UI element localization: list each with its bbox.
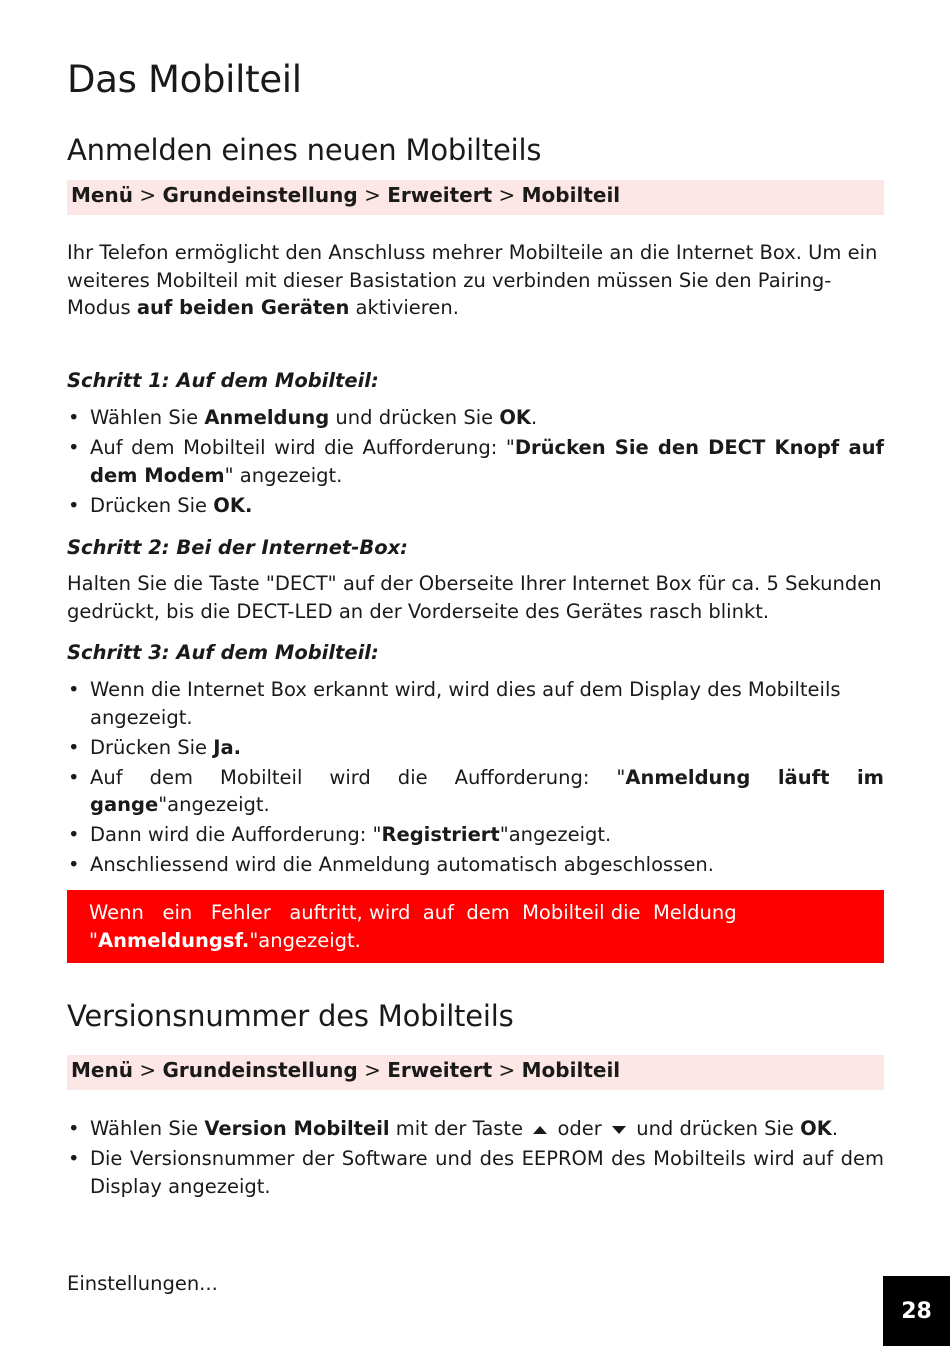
list-item — [67, 851, 884, 879]
bold-text: OK — [499, 406, 532, 429]
text: Wählen Sie — [90, 1117, 205, 1140]
page-title: Das Mobilteil — [67, 58, 302, 101]
breadcrumb-item-erweitert: Erweitert — [387, 183, 493, 207]
bold-text: Drücken Sie den DECT Knopf auf dem Modem — [90, 436, 884, 487]
bullet-icon: • — [68, 853, 80, 876]
version-list — [67, 1115, 884, 1203]
bold-text: Ja. — [213, 735, 242, 759]
step-2-text: Halten Sie die Taste "DECT" auf der Oberseite Ihrer Internet Box für ca. 5 Sekunden gedrückt, bis die DECT-LED an der Vorderseite des Gerätes rasch blinkt. — [67, 572, 882, 623]
list-item — [67, 492, 884, 520]
text: Wenn die Internet Box erkannt wird, wird dies auf dem Display des Mobilteils angezeigt. — [90, 678, 841, 729]
text: "angezeigt. — [499, 823, 612, 846]
section-heading-register: Anmelden eines neuen Mobilteils — [67, 133, 542, 167]
text: Drücken Sie — [90, 493, 214, 517]
error-notice-text: Wenn ein Fehler auftritt, wird auf dem Mobilteil die Meldung — [89, 901, 737, 924]
step-2-title: Schritt 2: Bei der Internet-Box: — [67, 536, 408, 559]
list-item — [67, 434, 884, 489]
list-item — [67, 676, 884, 731]
bullet-icon: • — [68, 678, 80, 701]
breadcrumb-item-grundeinstellung: Grundeinstellung — [162, 1058, 358, 1082]
error-notice — [67, 890, 884, 963]
text: . — [531, 406, 538, 429]
text: Anschliessend wird die Anmeldung automatisch abgeschlossen. — [90, 853, 714, 876]
intro-bold: auf beiden Geräten — [136, 296, 350, 319]
text: Auf dem Mobilteil wird die Aufforderung: " — [90, 436, 515, 459]
step-1-title: Schritt 1: Auf dem Mobilteil: — [67, 369, 379, 392]
list-item — [67, 764, 884, 819]
quote-mark: " — [89, 928, 98, 952]
list-item — [67, 734, 884, 762]
bullet-icon: • — [68, 406, 80, 429]
text: Die Versionsnummer der Software und des EEPROM des Mobilteils wird auf dem Display angezeigt. — [90, 1147, 884, 1198]
text: mit der Taste — [389, 1117, 530, 1140]
step-1-list — [67, 404, 884, 522]
breadcrumb-item-menu: Menü — [71, 1058, 133, 1082]
breadcrumb-separator: > — [139, 183, 157, 207]
list-item — [67, 404, 884, 432]
intro-text-end: aktivieren. — [349, 296, 459, 319]
breadcrumb-item-mobilteil: Mobilteil — [521, 1058, 621, 1082]
text: und drücken Sie — [630, 1117, 801, 1140]
breadcrumb-separator: > — [139, 1058, 157, 1082]
text: oder — [551, 1117, 609, 1140]
breadcrumb-separator: > — [364, 183, 381, 207]
up-triangle-icon — [533, 1126, 547, 1134]
text: "angezeigt. — [158, 793, 270, 816]
error-message-name: Anmeldungsf. — [97, 928, 250, 952]
bold-text: Anmeldung — [204, 406, 330, 429]
text: Wählen Sie — [90, 406, 205, 429]
intro-text: Ihr Telefon ermöglicht den Anschluss mehrer Mobilteile an die Internet Box. Um ein weiteres Mobilteil mit dieser Basistation zu verbinden müssen Sie den Pairing-Modus — [67, 241, 878, 319]
page-number: 28 — [883, 1276, 950, 1346]
text: Dann wird die Aufforderung: " — [90, 823, 382, 846]
bold-text: Anmeldung läuft im gange — [90, 765, 884, 816]
bullet-icon: • — [68, 823, 80, 846]
error-notice-text-end: "angezeigt. — [249, 928, 361, 952]
breadcrumb-item-menu: Menü — [71, 183, 133, 207]
step-3-title: Schritt 3: Auf dem Mobilteil: — [67, 641, 379, 664]
bold-text: OK — [800, 1117, 832, 1140]
list-item — [67, 1145, 884, 1200]
bullet-icon: • — [68, 1147, 80, 1170]
breadcrumb — [67, 1055, 884, 1090]
section-heading-version: Versionsnummer des Mobilteils — [67, 999, 514, 1033]
intro-paragraph — [67, 239, 884, 322]
breadcrumb — [67, 180, 884, 215]
bullet-icon: • — [68, 436, 80, 459]
text: und drücken Sie — [329, 406, 500, 429]
footer-label: Einstellungen... — [67, 1272, 218, 1295]
step-3-list — [67, 676, 884, 881]
breadcrumb-separator: > — [498, 1058, 516, 1082]
list-item — [67, 821, 884, 849]
list-item — [67, 1115, 884, 1143]
breadcrumb-item-erweitert: Erweitert — [387, 1058, 493, 1082]
breadcrumb-item-mobilteil: Mobilteil — [521, 183, 621, 207]
bullet-icon: • — [68, 493, 80, 517]
text: . — [831, 1117, 839, 1140]
bold-text: Version Mobilteil — [204, 1117, 390, 1140]
breadcrumb-separator: > — [498, 183, 516, 207]
breadcrumb-item-grundeinstellung: Grundeinstellung — [162, 183, 358, 207]
text: Drücken Sie — [90, 735, 214, 759]
bold-text: OK. — [213, 493, 253, 517]
bold-text: Registriert — [381, 823, 500, 846]
bullet-icon: • — [68, 735, 80, 759]
bullet-icon: • — [68, 765, 80, 789]
breadcrumb-separator: > — [364, 1058, 381, 1082]
down-triangle-icon — [612, 1126, 626, 1134]
text: Auf dem Mobilteil wird die Aufforderung: " — [90, 765, 626, 789]
text: " angezeigt. — [224, 463, 343, 487]
bullet-icon: • — [68, 1117, 80, 1140]
